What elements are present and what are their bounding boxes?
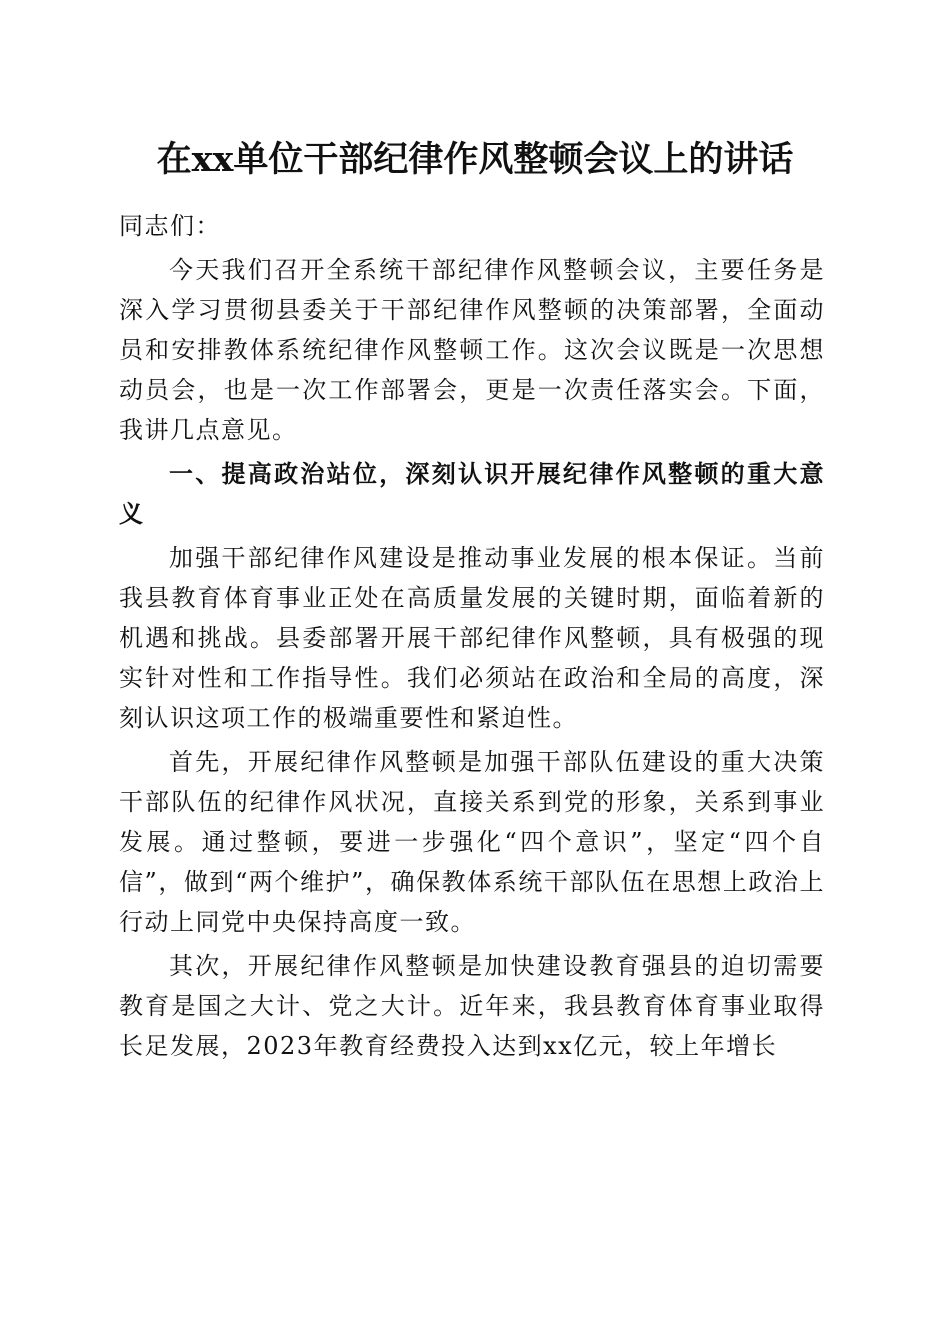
paragraph-3: 其次，开展纪律作风整顿是加快建设教育强县的迫切需要教育是国之大计、党之大计。近年来，我县教育体育事业取得长足发展，2023年教育经费投入达到xx亿元，较上年增长: [119, 952, 825, 1060]
paragraph-2: 首先，开展纪律作风整顿是加强干部队伍建设的重大决策干部队伍的纪律作风状况，直接关系到党的形象，关系到事业发展。通过整顿，要进一步强化“四个意识”，坚定“四个自信”，做到“两个维护”，确保教体系统干部队伍在思想上政治上行动上同党中央保持高度一致。: [119, 748, 825, 936]
document-body: [119, 206, 825, 1070]
salutation: 同志们：: [119, 212, 221, 240]
paragraph-1: 加强干部纪律作风建设是推动事业发展的根本保证。当前我县教育体育事业正处在高质量发展的关键时期，面临着新的机遇和挑战。县委部署开展干部纪律作风整顿，具有极强的现实针对性和工作指导性。我们必须站在政治和全局的高度，深刻认识这项工作的极端重要性和紧迫性。: [119, 544, 825, 732]
document-title: 在xx单位干部纪律作风整顿会议上的讲话: [156, 139, 794, 180]
intro-paragraph: 今天我们召开全系统干部纪律作风整顿会议，主要任务是深入学习贯彻县委关于干部纪律作风整顿的决策部署，全面动员和安排教体系统纪律作风整顿工作。这次会议既是一次思想动员会，也是一次工作部署会，更是一次责任落实会。下面，我讲几点意见。: [119, 256, 825, 444]
section-heading-1: 一、提高政治站位，深刻认识开展纪律作风整顿的重大意义: [119, 460, 825, 528]
